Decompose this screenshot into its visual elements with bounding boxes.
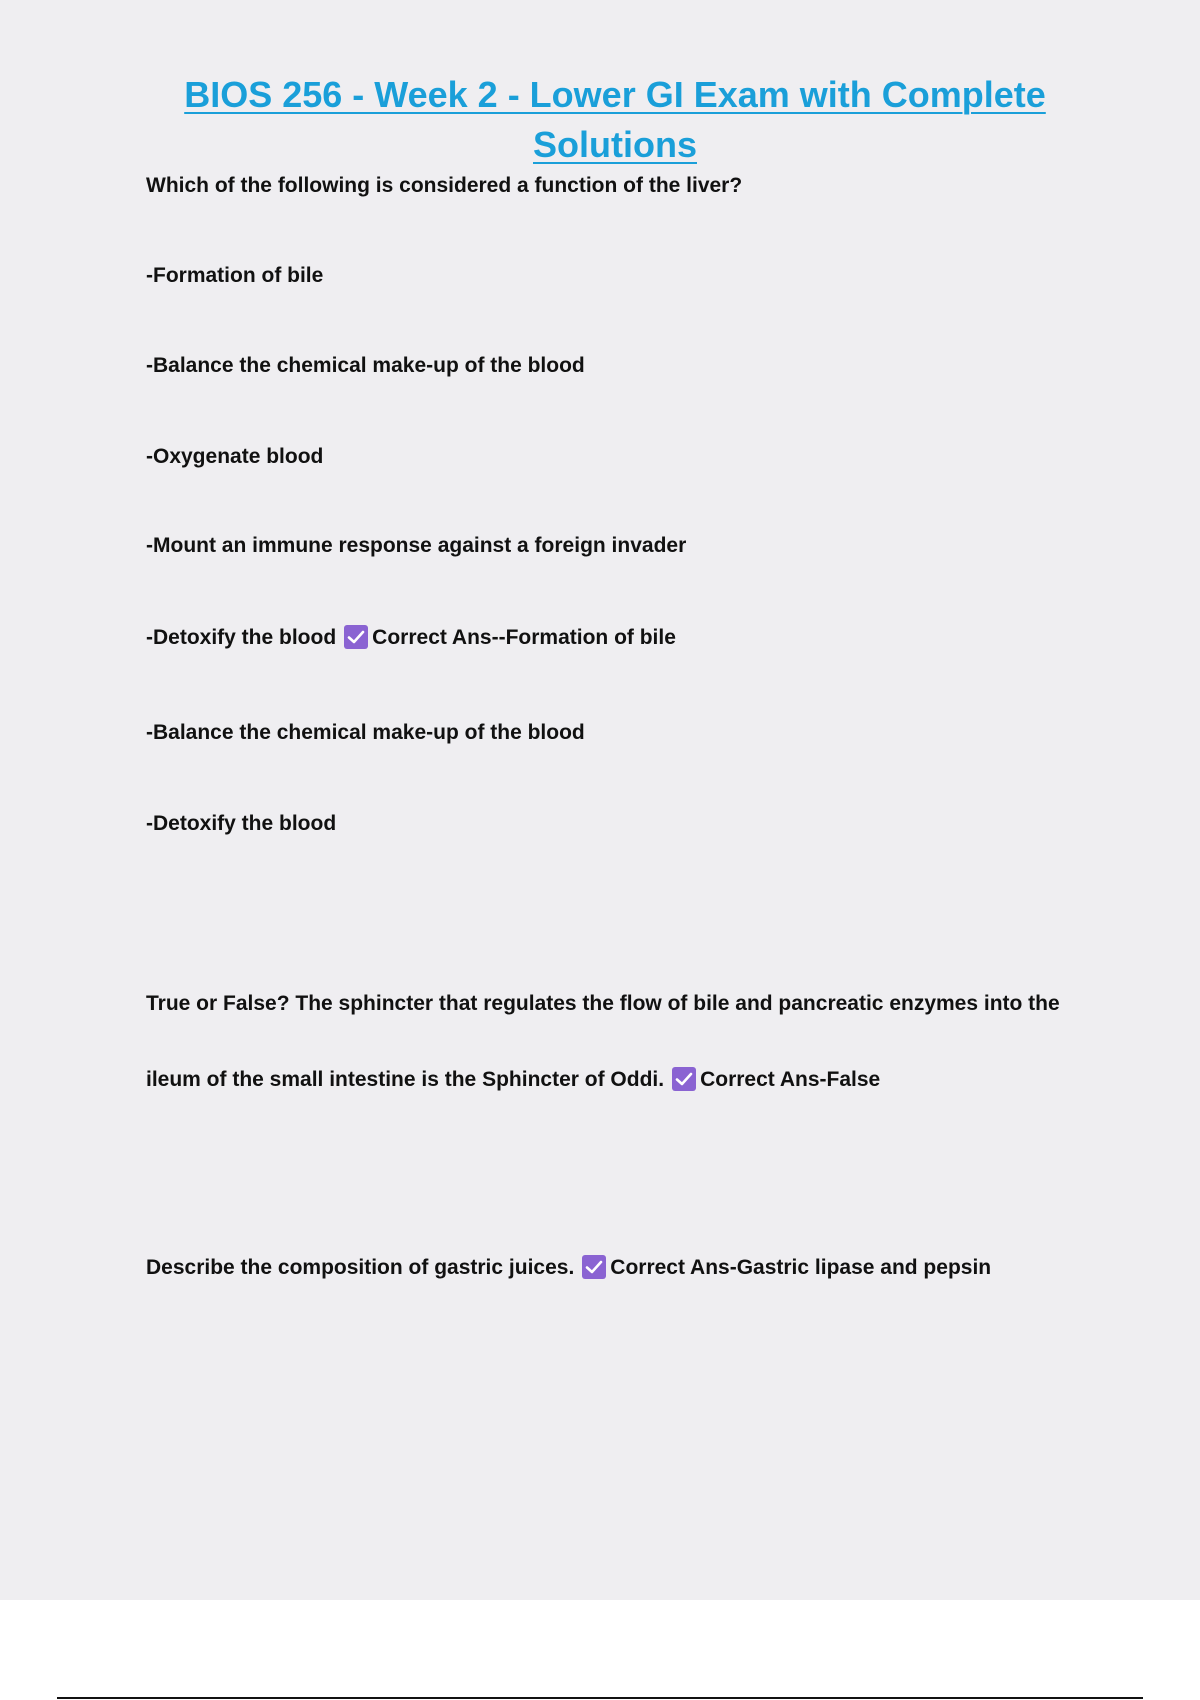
answer-2: Correct Ans-False [700, 1068, 881, 1091]
check-box-icon [344, 625, 368, 649]
option-2: -Balance the chemical make-up of the blood [146, 354, 585, 377]
option-4: -Mount an immune response against a foreign invader [146, 534, 687, 557]
question-2-line-2 [146, 1066, 880, 1094]
check-box-icon [582, 1255, 606, 1279]
option-3: -Oxygenate blood [146, 445, 324, 468]
answer-3: Correct Ans-Gastric lipase and pepsin [610, 1256, 992, 1279]
question-1: Which of the following is considered a function of the liver? [146, 174, 743, 197]
question-2-line-1: True or False? The sphincter that regulates the flow of bile and pancreatic enzymes into the [146, 992, 1060, 1015]
footer-divider [57, 1697, 1143, 1699]
check-box-icon [672, 1067, 696, 1091]
option-5: -Detoxify the blood [146, 626, 337, 649]
answer-1: Correct Ans--Formation of bile [372, 626, 676, 649]
question-3-text: Describe the composition of gastric juices. [146, 1256, 575, 1279]
question-3 [146, 1254, 991, 1282]
option-5-with-answer [146, 624, 676, 652]
document-title: BIOS 256 - Week 2 - Lower GI Exam with Complete Solutions [184, 74, 1046, 165]
question-2-text: ileum of the small intestine is the Sphincter of Oddi. [146, 1068, 665, 1091]
option-1: -Formation of bile [146, 264, 324, 287]
answer-1-extra-1: -Balance the chemical make-up of the blood [146, 721, 585, 744]
answer-1-extra-2: -Detoxify the blood [146, 812, 337, 835]
